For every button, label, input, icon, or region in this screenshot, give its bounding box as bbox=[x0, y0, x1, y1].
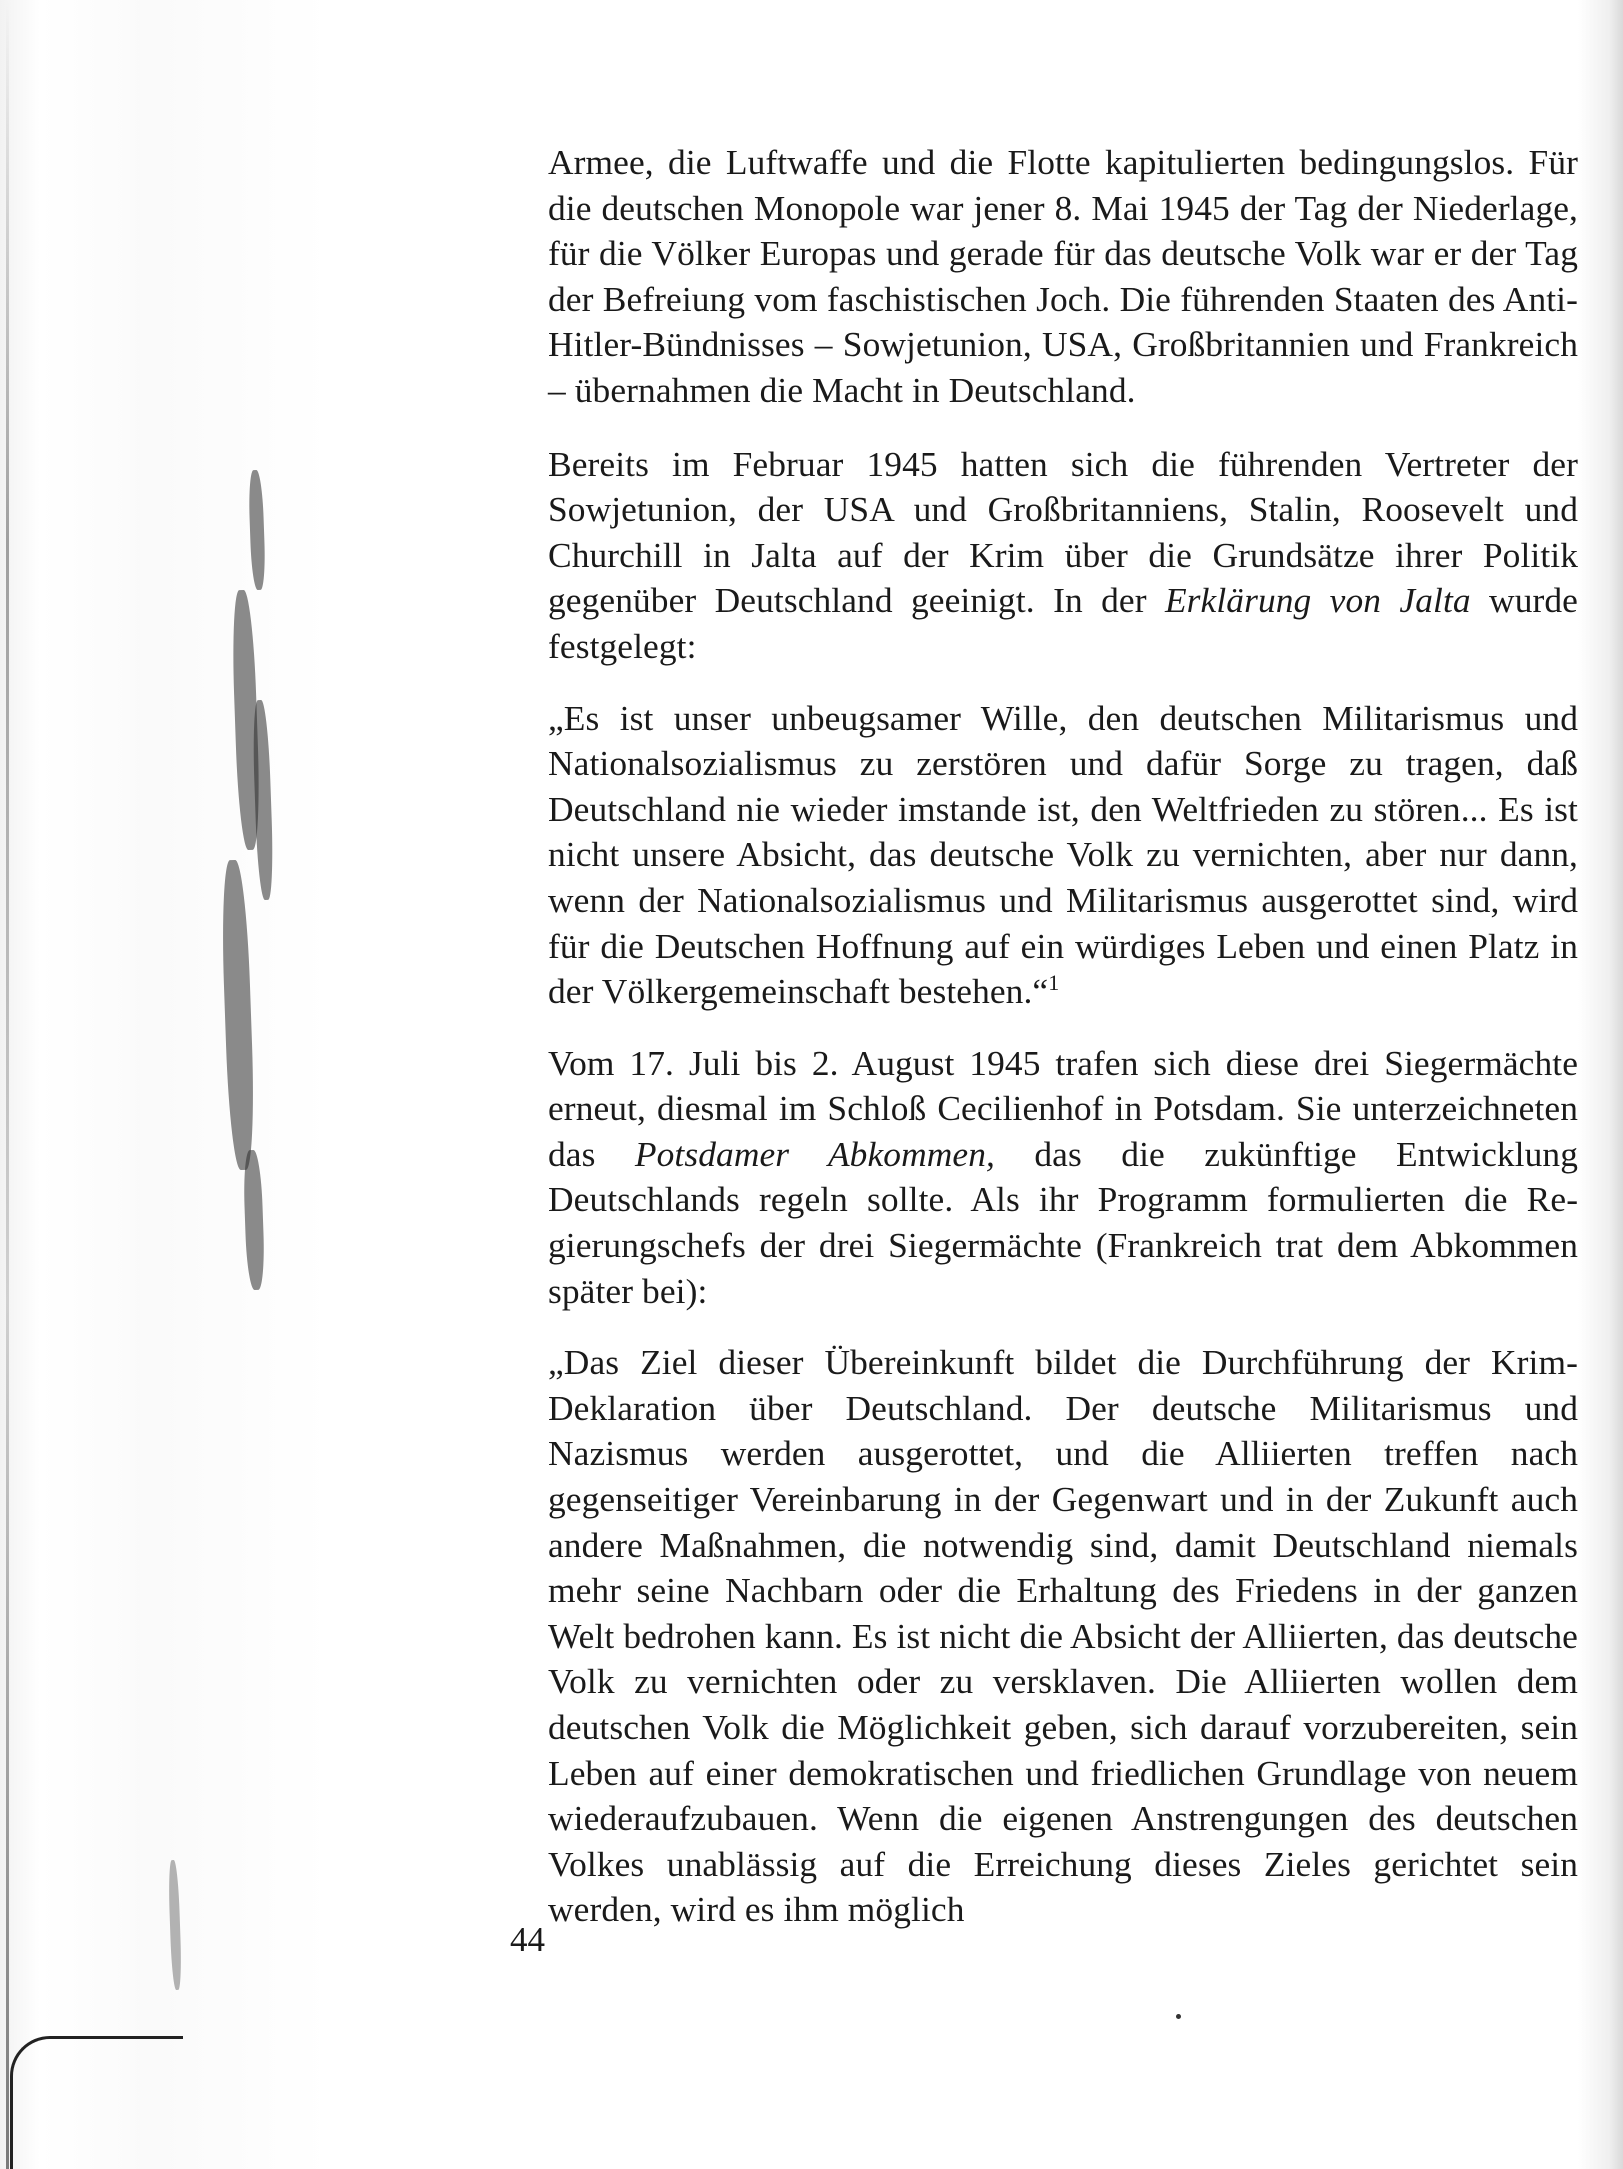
page-number: 44 bbox=[510, 1920, 545, 1959]
page-edge-line bbox=[6, 0, 9, 2169]
page-text bbox=[548, 140, 1578, 1959]
paragraph-text: Vom 17. Juli bis 2. August 1945 trafen sich diese drei Siegermächte erneut, diesmal im Schloß Cecilienhof in Potsdam. Sie unterzeichneten das bbox=[548, 1042, 1578, 1174]
page-fold-corner bbox=[10, 2036, 183, 2169]
italic-title: Erklärung von Jalta bbox=[1164, 580, 1471, 621]
paragraph-text: wurde festgelegt: bbox=[548, 580, 1578, 666]
paragraph bbox=[548, 140, 1578, 414]
right-page-edge bbox=[1578, 0, 1623, 2169]
quotation-text: „Das Ziel dieser Übereinkunft bildet die Durchführung der Krim-Deklaration über Deutschland. Der deutsche Militarismus und Nazismus werden ausgerottet, und die Alliierten treffen nach gegenseitiger Vereinbarung in der Gegenwart und in der Zukunft auch andere Maßnahmen, die notwendig sind, damit Deutschland niemals mehr seine Nachbarn oder die Erhaltung des Friedens in der ganzen Welt bedrohen kann. Es ist nicht die Absicht der Alliierten, das deutsche Volk zu vernichten oder zu versklaven. Die Alliierten wollen dem deutschen Volk die Möglichkeit geben, sich darauf vorzubereiten, sein Leben auf einer demokratischen und friedlichen Grundlage von neuem wiederaufzubauen. Wenn die eigenen Anstrengungen des deutschen Volkes unablässig auf die Erreichung dieses Zieles gerichtet sein werden, wird es ihm möglich bbox=[548, 1342, 1578, 1930]
paragraph-text: Armee, die Luftwaffe und die Flotte kapitulierten bedingungslos. Für die deutschen Monopole war jener 8. Mai 1945 der Tag der Niederlage, für die Völker Europas und gerade für das deutsche Volk war er der Tag der Befreiung vom faschistischen Joch. Die führenden Staaten des Anti-Hitler-Bündnisses – Sowjetunion, USA, Großbritannien und Frankreich – übernahmen die Macht in Deutschland. bbox=[548, 142, 1578, 410]
italic-title: Potsdamer Abkommen, bbox=[634, 1133, 995, 1174]
scan-speck bbox=[1176, 2014, 1181, 2019]
quotation bbox=[548, 1340, 1578, 1933]
paragraph bbox=[548, 1041, 1578, 1315]
gutter-shade bbox=[0, 0, 330, 2169]
quotation bbox=[548, 696, 1578, 1015]
book-gutter bbox=[0, 0, 330, 2169]
paragraph bbox=[548, 442, 1578, 670]
quotation-text: „Es ist unser unbeugsamer Wille, den deutschen Militarismus und Nationalsozialismus zu zerstören und dafür Sorge zu tragen, daß Deutschland nie wieder imstande ist, den Weltfrieden zu stören... Es ist nicht unsere Absicht, das deutsche Volk zu vernichten, aber nur dann, wenn der Nationalsozialismus und Militarismus ausgerottet sind, wird für die Deutschen Hoffnung auf ein würdiges Leben und einen Platz in der Völkergemeinschaft bestehen.“ bbox=[548, 697, 1578, 1012]
paragraph-text: das die zukünftige Entwicklung Deutschlands regeln sollte. Als ihr Programm formulierten die Regierungschefs der drei Siegermächte (Frankreich trat dem Abkommen später bei): bbox=[548, 1133, 1578, 1311]
paragraph-text: Bereits im Februar 1945 hatten sich die führenden Vertreter der Sowjetunion, der USA und Großbritanniens, Stalin, Roosevelt und Churchill in Jalta auf der Krim über die Grundsätze ihrer Politik gegenüber Deutschland geeinigt. In der bbox=[548, 443, 1578, 621]
footnote-marker: 1 bbox=[1048, 970, 1060, 996]
